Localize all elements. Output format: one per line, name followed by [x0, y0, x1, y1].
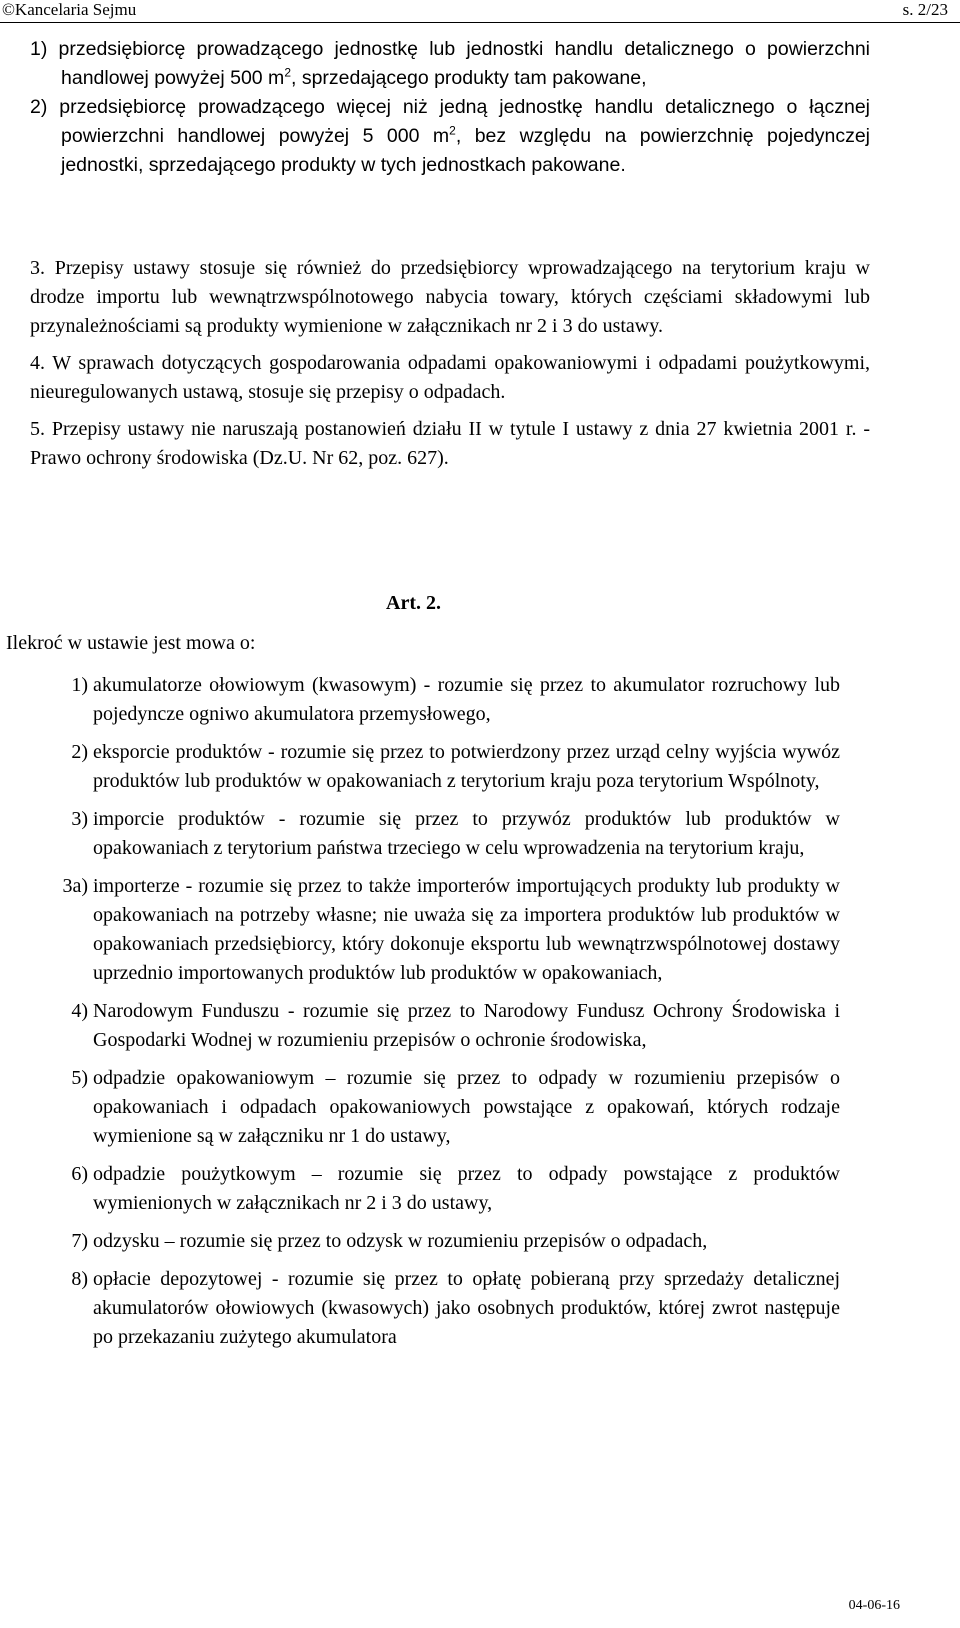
- definition-text: opłacie depozytowej - rozumie się przez to opłatę pobieraną przy sprzedaży detalicznej akumulatorów ołowiowych (kwasowych) jako osobnych produktów, której zwrot następuje po przekazaniu zużytego akumulatora: [93, 1268, 840, 1348]
- definition-item: [30, 872, 840, 988]
- definition-text: akumulatorze ołowiowym (kwasowym) - rozumie się przez to akumulator rozruchowy lub pojedyncze ogniwo akumulatora przemysłowego,: [93, 674, 840, 725]
- definitions-list: [30, 671, 840, 1361]
- definition-text: importerze - rozumie się przez to także importerów importujących produkty lub produkty w opakowaniach na potrzeby własne; nie uważa się za importera produktów lub produktów w opakowaniach przedsiębiorcy, który dokonuje eksportu lub wewnątrzwspólnotowej dostawy uprzednio importowanych produktów lub produktów w opakowaniach,: [93, 875, 840, 984]
- definition-number: 4): [71, 1000, 88, 1022]
- list-item: [30, 35, 870, 93]
- definition-number: 7): [71, 1230, 88, 1252]
- page-number: s. 2/23: [902, 0, 948, 19]
- definition-item: [30, 1265, 840, 1352]
- page-header: [0, 0, 960, 23]
- top-list: [30, 35, 870, 180]
- definition-text: odpadzie opakowaniowym – rozumie się przez to odpady w rozumieniu przepisów o opakowaniach i odpadach opakowaniowych powstające z opakowań, których rodzaje wymienione są w załączniku nr 1 do ustawy,: [93, 1067, 840, 1147]
- paragraph-3: 3. Przepisy ustawy stosuje się również do przedsiębiorcy wprowadzającego na terytorium kraju w drodze importu lub wewnątrzwspólnotowego nabycia towary, których częściami składowymi lub przynależnościami są produkty wymienione w załącznikach nr 2 i 3 do ustawy.: [30, 257, 870, 337]
- list-item-text: 2) przedsiębiorcę prowadzącego więcej niż jedną jednostkę handlu detalicznego o łącznej powierzchni handlowej powyżej 5 000 m: [30, 96, 870, 147]
- list-item-text: , bez względu na powierzchnię pojedynczej jednostki, sprzedającego produkty w tych jednostkach pakowane.: [61, 125, 870, 176]
- definition-item: [30, 1227, 840, 1256]
- definition-number: 3a): [62, 875, 88, 897]
- definition-text: odpadzie poużytkowym – rozumie się przez to odpady powstające z produktów wymienionych w załącznikach nr 2 i 3 do ustawy,: [93, 1163, 840, 1214]
- paragraph-5: 5. Przepisy ustawy nie naruszają postanowień działu II w tytule I ustawy z dnia 27 kwietnia 2001 r. - Prawo ochrony środowiska (Dz.U. Nr 62, poz. 627).: [30, 418, 870, 469]
- article-intro: Ilekroć w ustawie jest mowa o:: [6, 632, 256, 654]
- list-item: [30, 93, 870, 180]
- definition-item: [30, 1064, 840, 1151]
- definition-item: [30, 805, 840, 863]
- definition-item: [30, 738, 840, 796]
- superscript: 2: [284, 65, 291, 80]
- definition-number: 8): [71, 1268, 88, 1290]
- definition-number: 5): [71, 1067, 88, 1089]
- list-item-text: , sprzedającego produkty tam pakowane,: [291, 67, 647, 89]
- definition-text: imporcie produktów - rozumie się przez to przywóz produktów lub produktów w opakowaniach z terytorium państwa trzeciego w celu wprowadzenia na terytorium kraju,: [93, 808, 840, 859]
- paragraph-4: 4. W sprawach dotyczących gospodarowania odpadami opakowaniowymi i odpadami poużytkowymi, nieuregulowanych ustawą, stosuje się przepisy o odpadach.: [30, 352, 870, 403]
- definition-text: Narodowym Funduszu - rozumie się przez to Narodowy Fundusz Ochrony Środowiska i Gospodarki Wodnej w rozumieniu przepisów o ochronie środowiska,: [93, 1000, 840, 1051]
- footer-date: 04-06-16: [848, 1598, 900, 1613]
- definition-text: eksporcie produktów - rozumie się przez to potwierdzony przez urząd celny wyjścia wywóz produktów lub produktów w opakowaniach z terytorium kraju poza terytorium Wspólnoty,: [93, 741, 840, 792]
- paragraphs: [30, 254, 870, 473]
- definition-number: 3): [71, 808, 88, 830]
- article-title: Art. 2.: [386, 592, 441, 614]
- definition-number: 6): [71, 1163, 88, 1185]
- definition-item: [30, 671, 840, 729]
- definition-item: [30, 997, 840, 1055]
- definition-number: 1): [71, 674, 88, 696]
- superscript: 2: [449, 123, 456, 138]
- definition-text: odzysku – rozumie się przez to odzysk w rozumieniu przepisów o odpadach,: [93, 1230, 708, 1252]
- copyright-notice: ©Kancelaria Sejmu: [2, 0, 137, 19]
- definition-item: [30, 1160, 840, 1218]
- definition-number: 2): [71, 741, 88, 763]
- list-item-text: 1) przedsiębiorcę prowadzącego jednostkę lub jednostki handlu detalicznego o powierzchni handlowej powyżej 500 m: [30, 38, 870, 89]
